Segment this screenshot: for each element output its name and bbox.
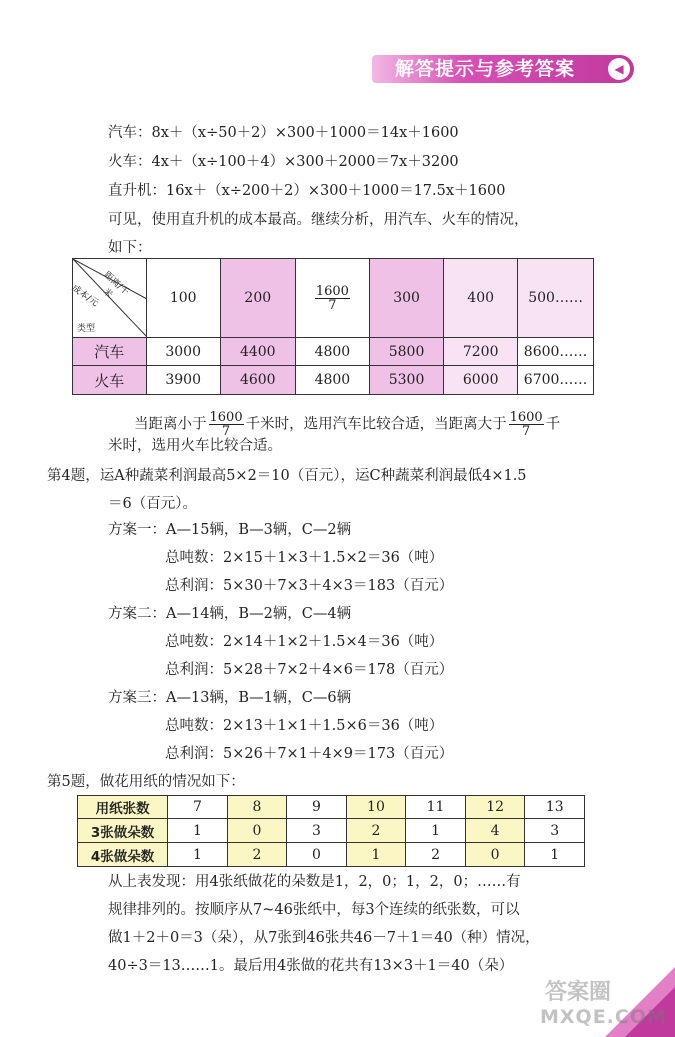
eq-car: 汽车：8x＋（x÷50＋2）×300＋1000＝14x＋1600: [108, 125, 459, 141]
header-cell-fraction: [295, 259, 369, 338]
para-text: 当距离小于: [134, 416, 207, 433]
header-cell: 300: [370, 259, 444, 338]
finding-3: 做1＋2＋0＝3（朵），从7张到46张共46－7＋1＝40（种）情况，: [108, 930, 540, 946]
para-train: 米时，选用火车比较合适。: [108, 438, 282, 454]
cost-table: [69, 258, 594, 395]
table-cell: 9: [287, 796, 346, 819]
fraction: $\frac{1600}{7}$: [315, 283, 349, 313]
table-cell: 0: [227, 819, 286, 843]
fraction: $\frac{1600}{7}$: [209, 410, 243, 439]
table-cell: 1: [406, 819, 466, 843]
question-5: 第5题，做花用纸的情况如下：: [47, 774, 245, 790]
row-label: 3张做朵数: [78, 819, 168, 843]
table-cell: 11: [406, 796, 466, 819]
fraction: $\frac{1600}{7}$: [509, 410, 543, 439]
table-cell: 4600: [220, 366, 295, 395]
table-cell: 5800: [370, 338, 444, 366]
header-cell: 500……: [518, 259, 594, 338]
table-cell: 2: [406, 843, 466, 867]
plan-3-profit: 总利润：5×26＋7×1＋4×9＝173（百元）: [165, 746, 454, 762]
table-cell: 0: [287, 843, 346, 867]
table-cell: 3: [287, 819, 346, 843]
table-cell: 7200: [444, 338, 518, 366]
header-title: 解答提示与参考答案: [395, 58, 576, 80]
table-cell: 1: [525, 843, 585, 867]
row-label-car: 汽车: [73, 338, 147, 366]
plan-1-profit: 总利润：5×30＋7×3＋4×3＝183（百元）: [165, 578, 454, 594]
corner-distance: 距离/千米: [100, 270, 131, 301]
plan-1: 方案一：A—15辆，B—3辆，C—2辆: [108, 522, 352, 538]
plan-2-tons: 总吨数：2×14＋1×2＋1.5×4＝36（吨）: [165, 634, 444, 650]
table-cell: 12: [465, 796, 525, 819]
para-conclusion: 可见，使用直升机的成本最高。继续分析，用汽车、火车的情况，: [108, 212, 529, 228]
table-cell: 0: [465, 843, 525, 867]
para-text: 千米时，选用汽车比较合适，当距离大于: [245, 416, 507, 433]
question-4: 第4题，运A种蔬菜利润最高5×2＝10（百元），运C种蔬菜利润最低4×1.5: [47, 468, 527, 484]
header-cell: 200: [220, 259, 295, 338]
plan-3: 方案三：A—13辆，B—1辆，C—6辆: [108, 690, 352, 706]
plan-1-tons: 总吨数：2×15＋1×3＋1.5×2＝36（吨）: [165, 550, 444, 566]
eq-heli: 直升机：16x＋（x÷200＋2）×300＋1000＝17.5x＋1600: [108, 183, 506, 199]
table-cell: 4: [465, 819, 525, 843]
table-cell: 6000: [444, 366, 518, 395]
table-cell: 1: [168, 819, 227, 843]
paper-table: [77, 795, 585, 867]
table-cell: 7: [168, 796, 227, 819]
row-label: 4张做朵数: [78, 843, 168, 867]
table-cell: 4800: [295, 338, 369, 366]
table-cell: 1: [168, 843, 227, 867]
para-below: 如下：: [108, 240, 152, 256]
table-cell: 13: [525, 796, 585, 819]
finding-1: 从上表发现：用4张纸做花的朵数是1，2，0；1，2，0；……有: [108, 874, 521, 890]
plan-2-profit: 总利润：5×28＋7×2＋4×6＝178（百元）: [165, 662, 454, 678]
table-cell: 10: [346, 796, 406, 819]
para-text: 千: [545, 416, 561, 433]
corner-cost: 成本/元: [69, 283, 100, 309]
header-cell: 100: [146, 259, 220, 338]
table-cell: 4800: [295, 366, 369, 395]
plan-2: 方案二：A—14辆，B—2辆，C—4辆: [108, 606, 352, 622]
table-cell: 8: [227, 796, 286, 819]
corner-type: 类型: [77, 324, 96, 334]
watermark-logo: 答案圈: [545, 980, 612, 1005]
table-corner: [69, 259, 147, 338]
question-4-cont: ＝6（百元）。: [108, 496, 197, 512]
table-cell: 5300: [370, 366, 444, 395]
table-cell: 3: [525, 819, 585, 843]
row-label-train: 火车: [73, 366, 147, 395]
plan-3-tons: 总吨数：2×13＋1×1＋1.5×6＝36（吨）: [165, 718, 444, 734]
table-cell: 3000: [146, 338, 220, 366]
finding-4: 40÷3＝13……1。最后用4张做的花共有13×3＋1＝40（朵）: [108, 958, 514, 974]
table-cell: 8600……: [518, 338, 594, 366]
para-distance: [134, 411, 560, 438]
row-label: 用纸张数: [78, 796, 168, 819]
header-cell: 400: [444, 259, 518, 338]
table-cell: 1: [346, 843, 406, 867]
table-cell: 3900: [146, 366, 220, 395]
table-cell: 4400: [220, 338, 295, 366]
back-arrow-icon: ◀: [608, 58, 630, 80]
finding-2: 规律排列的。按顺序从7~46张纸中，每3个连续的纸张数，可以: [108, 902, 520, 918]
table-cell: 2: [227, 843, 286, 867]
eq-train: 火车：4x＋（x÷100＋4）×300＋2000＝7x＋3200: [108, 154, 459, 170]
table-cell: 2: [346, 819, 406, 843]
table-cell: 6700……: [518, 366, 594, 395]
watermark-url: MXQE.COM: [540, 1006, 667, 1028]
